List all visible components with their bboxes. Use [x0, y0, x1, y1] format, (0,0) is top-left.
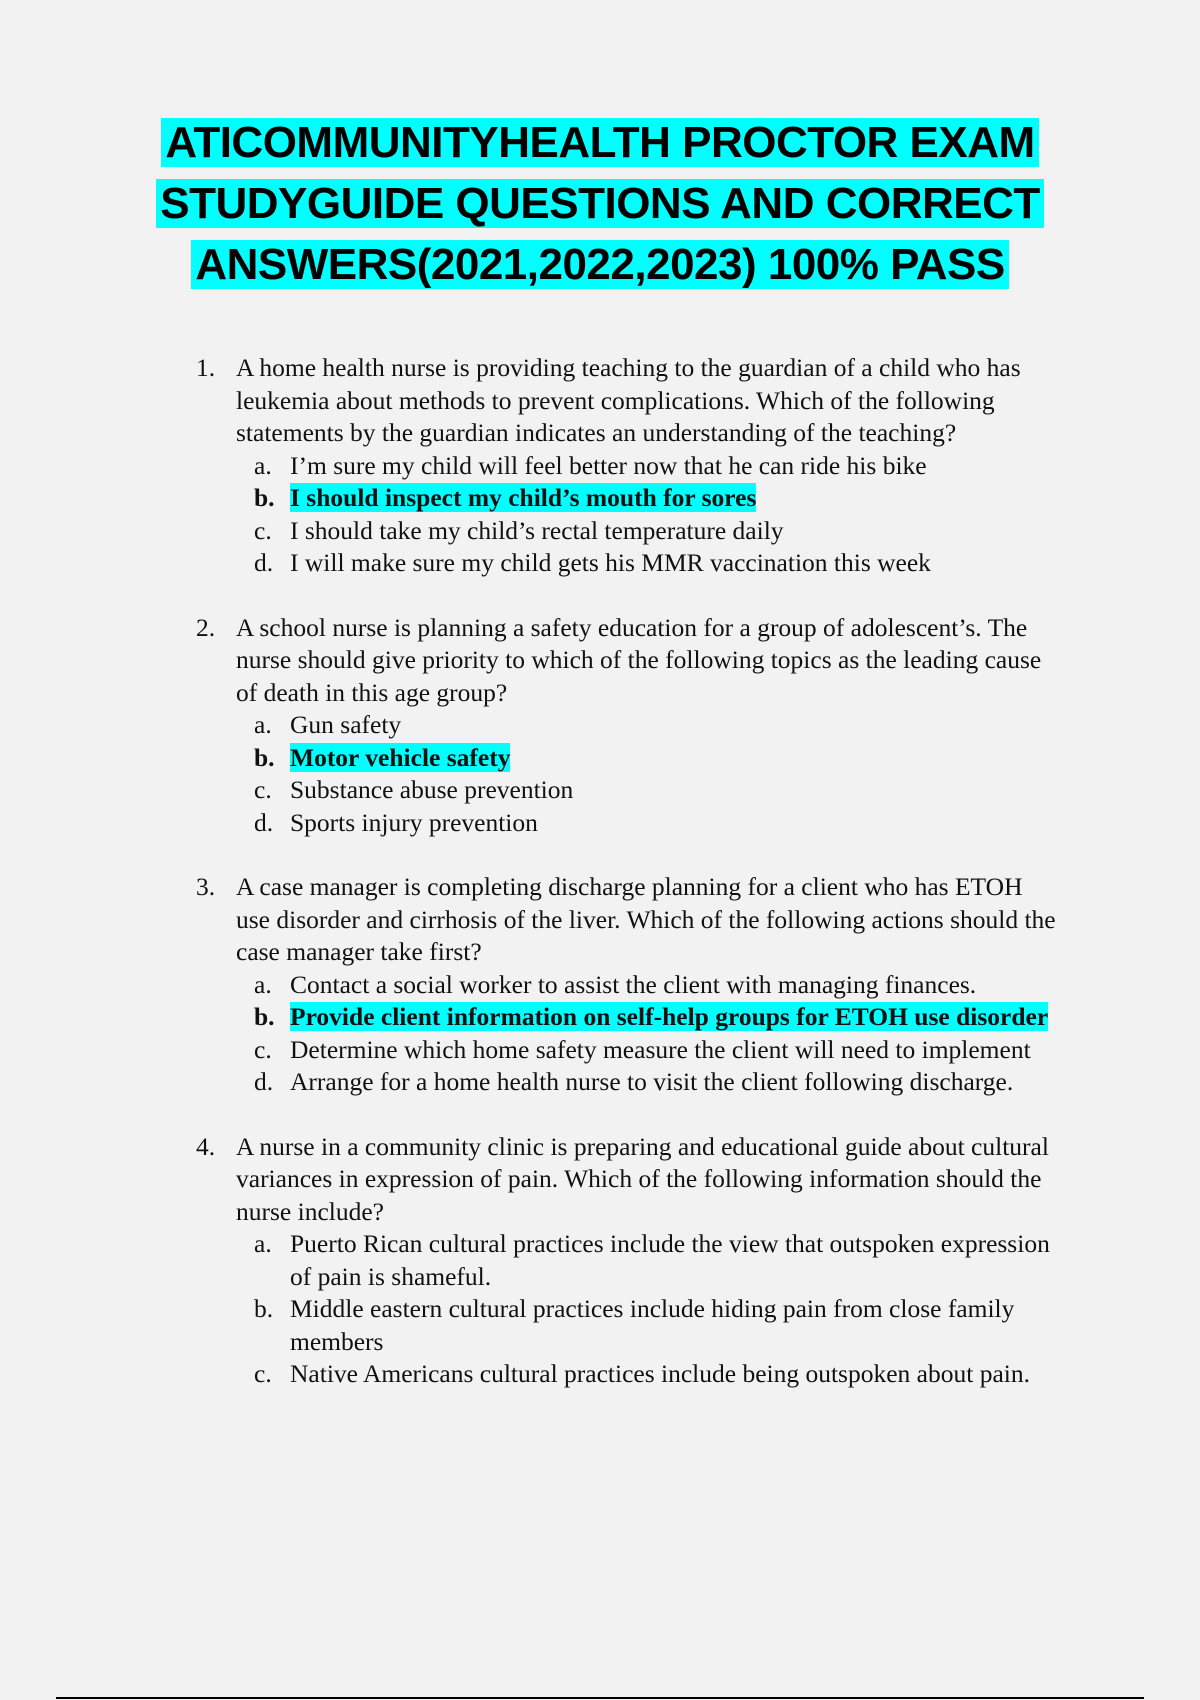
question-number: 1.	[196, 353, 216, 382]
option-letter: a.	[254, 1229, 272, 1258]
option-letter: b.	[254, 483, 275, 512]
option-text: I should take my child’s rectal temperature daily	[290, 515, 784, 545]
answer-option	[196, 807, 1056, 840]
option-text: Provide client information on self-help groups for ETOH use disorder	[290, 1002, 1049, 1031]
question-text: A school nurse is planning a safety education for a group of adolescent’s. The nurse should give priority to which of the following topics as the leading cause of death in this age group?	[236, 612, 1042, 707]
option-text: Native Americans cultural practices include being outspoken about pain.	[290, 1359, 1030, 1388]
answer-options	[236, 450, 1056, 580]
option-text: Sports injury prevention	[290, 807, 538, 837]
question-item	[196, 612, 1056, 840]
option-text: Substance abuse prevention	[290, 775, 574, 804]
answer-option	[196, 969, 1056, 1002]
option-letter: d.	[254, 807, 274, 837]
title-line-3: ANSWERS(2021,2022,2023) 100% PASS	[0, 234, 1200, 295]
answer-options	[236, 969, 1056, 1099]
option-letter: d.	[254, 548, 274, 577]
answer-option	[196, 1358, 1056, 1391]
answer-option	[196, 1034, 1056, 1067]
question-text: A case manager is completing discharge planning for a client who has ETOH use disorder and cirrhosis of the liver. Which of the following actions should the case manager take first?	[236, 872, 1056, 966]
question-number: 2.	[196, 612, 216, 642]
option-letter: c.	[254, 775, 272, 804]
answer-option	[196, 1066, 1056, 1099]
option-text: I’m sure my child will feel better now that he can ride his bike	[290, 450, 927, 480]
option-text: I will make sure my child gets his MMR vaccination this week	[290, 548, 931, 577]
title-line-2: STUDYGUIDE QUESTIONS AND CORRECT	[0, 173, 1200, 234]
question-text: A home health nurse is providing teaching to the guardian of a child who has leukemia about methods to prevent complications. Which of the following statements by the guardian indicates an understanding of the teaching?	[236, 353, 1021, 447]
option-text: Middle eastern cultural practices include hiding pain from close family members	[290, 1294, 1015, 1356]
footer-rule	[56, 1697, 1144, 1699]
answer-option	[196, 1228, 1056, 1293]
correct-answer-option	[196, 482, 1056, 515]
option-letter: d.	[254, 1067, 274, 1096]
answer-option	[196, 774, 1056, 807]
answer-option	[196, 450, 1056, 483]
question-item	[196, 1131, 1056, 1391]
option-text: Motor vehicle safety	[290, 742, 511, 772]
correct-answer-option	[196, 1001, 1056, 1034]
answer-option	[196, 515, 1056, 548]
answer-option	[196, 547, 1056, 580]
question-number: 3.	[196, 872, 216, 901]
option-text: Arrange for a home health nurse to visit the client following discharge.	[290, 1067, 1014, 1096]
question-item	[196, 352, 1056, 580]
option-letter: a.	[254, 710, 272, 739]
answer-option	[196, 1293, 1056, 1358]
option-letter: c.	[254, 1359, 272, 1388]
answer-options	[236, 709, 1056, 839]
correct-answer-option	[196, 742, 1056, 775]
option-letter: a.	[254, 450, 272, 480]
answer-options	[236, 1228, 1056, 1391]
option-letter: c.	[254, 515, 272, 545]
question-item	[196, 871, 1056, 1099]
title-line-1: ATICOMMUNITYHEALTH PROCTOR EXAM	[0, 112, 1200, 173]
option-text: Determine which home safety measure the client will need to implement	[290, 1034, 1031, 1064]
option-text: Contact a social worker to assist the client with managing finances.	[290, 969, 977, 999]
question-text: A nurse in a community clinic is preparing and educational guide about cultural variances in expression of pain. Which of the following information should the nurse include?	[236, 1131, 1049, 1226]
option-letter: a.	[254, 969, 272, 999]
option-text: Gun safety	[290, 710, 402, 739]
option-text: I should inspect my child’s mouth for sores	[290, 483, 757, 512]
question-list	[196, 352, 1056, 1423]
option-letter: b.	[254, 1294, 274, 1323]
option-text: Puerto Rican cultural practices include the view that outspoken expression of pain is shameful.	[290, 1229, 1050, 1291]
question-number: 4.	[196, 1131, 216, 1161]
answer-option	[196, 709, 1056, 742]
document-title	[0, 112, 1200, 295]
option-letter: b.	[254, 742, 275, 772]
option-letter: b.	[254, 1002, 275, 1031]
option-letter: c.	[254, 1034, 272, 1064]
